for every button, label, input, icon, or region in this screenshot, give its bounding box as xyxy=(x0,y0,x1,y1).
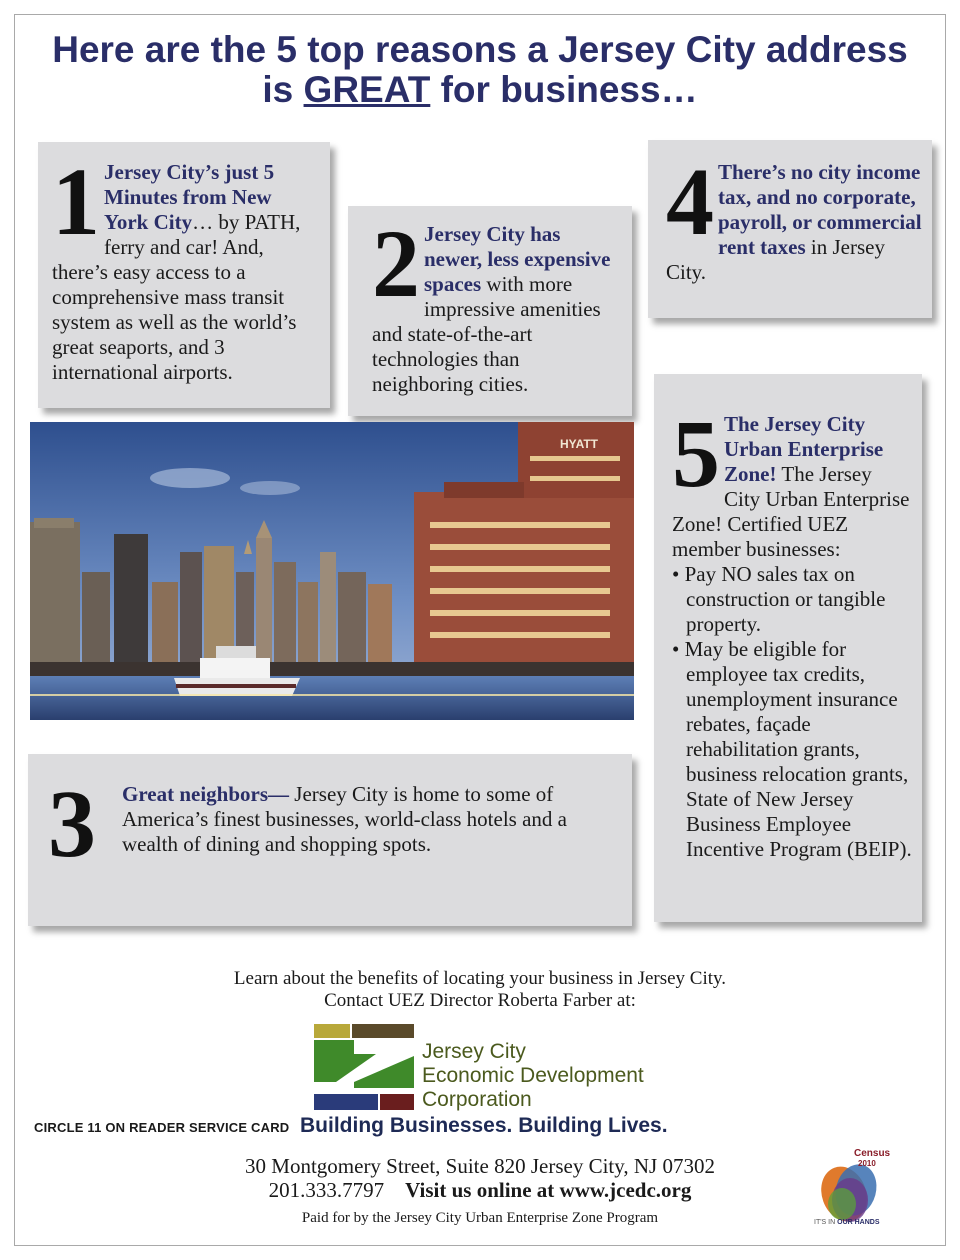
street-address: 30 Montgomery Street, Suite 820 Jersey City, NJ 07302 xyxy=(245,1154,715,1178)
contact-block xyxy=(100,968,860,1012)
headline-line-2-post: for business… xyxy=(430,69,698,110)
jcedc-logo-icon xyxy=(314,1024,414,1110)
reason-4-lead: There’s no city income tax, and no corporate, payroll, or commercial rent taxes xyxy=(718,160,922,259)
website-link[interactable]: Visit us online at www.jcedc.org xyxy=(405,1178,692,1202)
paid-for-notice: Paid for by the Jersey City Urban Enterprise Zone Program xyxy=(301,1210,659,1226)
reason-5-lead: The Jersey City Urban Enterprise Zone! xyxy=(724,412,884,486)
census-caption-pre: IT'S IN xyxy=(814,1219,838,1226)
census-year: 2010 xyxy=(858,1159,876,1168)
reason-2-box xyxy=(348,206,632,416)
headline-line-1: Here are the 5 top reasons a Jersey City address xyxy=(52,29,908,70)
census-caption xyxy=(814,1219,880,1226)
skyline-illustration xyxy=(30,422,634,720)
census-caption-emph: OUR HANDS xyxy=(837,1219,880,1226)
reason-3-body: Jersey City is home to some of America’s finest businesses, world-class hotels and a wealth of dining and shopping spots. xyxy=(122,782,567,856)
phone-number: 201.333.7797 xyxy=(268,1178,385,1202)
contact-line-1: Learn about the benefits of locating your business in Jersey City. xyxy=(233,968,727,989)
reason-2-text xyxy=(372,210,620,397)
page-headline xyxy=(20,30,940,110)
org-name-line-1: Jersey City xyxy=(422,1040,526,1063)
contact-line-2: Contact UEZ Director Roberta Farber at: xyxy=(324,990,636,1011)
reason-5-box xyxy=(654,374,922,922)
reason-2-body: with more impressive amenities and state-of-the-art technologies than neighboring cities. xyxy=(372,272,601,396)
reason-2-lead: Jersey City has newer, less expensive spaces xyxy=(424,222,611,296)
reason-5-number: 5 xyxy=(672,400,720,507)
reason-5-body: The Jersey City Urban Enterprise Zone! Certified UEZ member businesses: xyxy=(672,462,910,561)
org-name-line-3: Corporation xyxy=(422,1088,532,1111)
reason-1-lead: Jersey City’s just 5 Minutes from New York City xyxy=(104,160,275,234)
reason-1-box xyxy=(38,142,330,408)
reason-3-text xyxy=(48,770,612,877)
reason-5-bullet-2: • May be eligible for employee tax credits, unemployment insurance rebates, façade rehabilitation grants, business relocation grants, State of New Jersey Business Employee Incentive Program (BEIP). xyxy=(672,637,912,861)
reason-4-number: 4 xyxy=(666,148,714,255)
hotel-sign: HYATT xyxy=(560,437,599,451)
reason-2-number: 2 xyxy=(372,210,420,317)
skyline-photo xyxy=(30,422,634,720)
reason-3-number: 3 xyxy=(48,770,96,877)
reason-4-box xyxy=(648,140,932,318)
phone-and-web xyxy=(140,1178,820,1202)
census-hands-icon xyxy=(812,1142,892,1230)
headline-line-2-pre: is xyxy=(262,69,304,110)
headline-emphasis: GREAT xyxy=(303,69,431,110)
reason-1-text xyxy=(52,148,316,385)
reason-5-text xyxy=(672,400,912,862)
reason-3-box xyxy=(28,754,632,926)
org-name xyxy=(422,1040,644,1112)
reason-4-text xyxy=(666,148,922,285)
address-block xyxy=(140,1154,820,1202)
reason-4-body: in Jersey City. xyxy=(666,235,885,284)
reason-1-body: by PATH, ferry and car! And, there’s easy access to a comprehensive mass transit system as well as the world’s great seaports, and 3 international airports. xyxy=(52,210,301,384)
reader-service-note: CIRCLE 11 ON READER SERVICE CARD xyxy=(34,1120,290,1135)
census-label: Census xyxy=(854,1148,891,1159)
org-tagline: Building Businesses. Building Lives. xyxy=(300,1114,668,1137)
reason-1-lead-suffix: … xyxy=(192,210,214,234)
reason-1-number: 1 xyxy=(52,148,100,255)
reason-3-lead: Great neighbors— xyxy=(122,782,290,806)
reason-5-bullet-1: • Pay NO sales tax on construction or tangible property. xyxy=(672,562,886,636)
org-name-line-2: Economic Development xyxy=(422,1064,644,1087)
